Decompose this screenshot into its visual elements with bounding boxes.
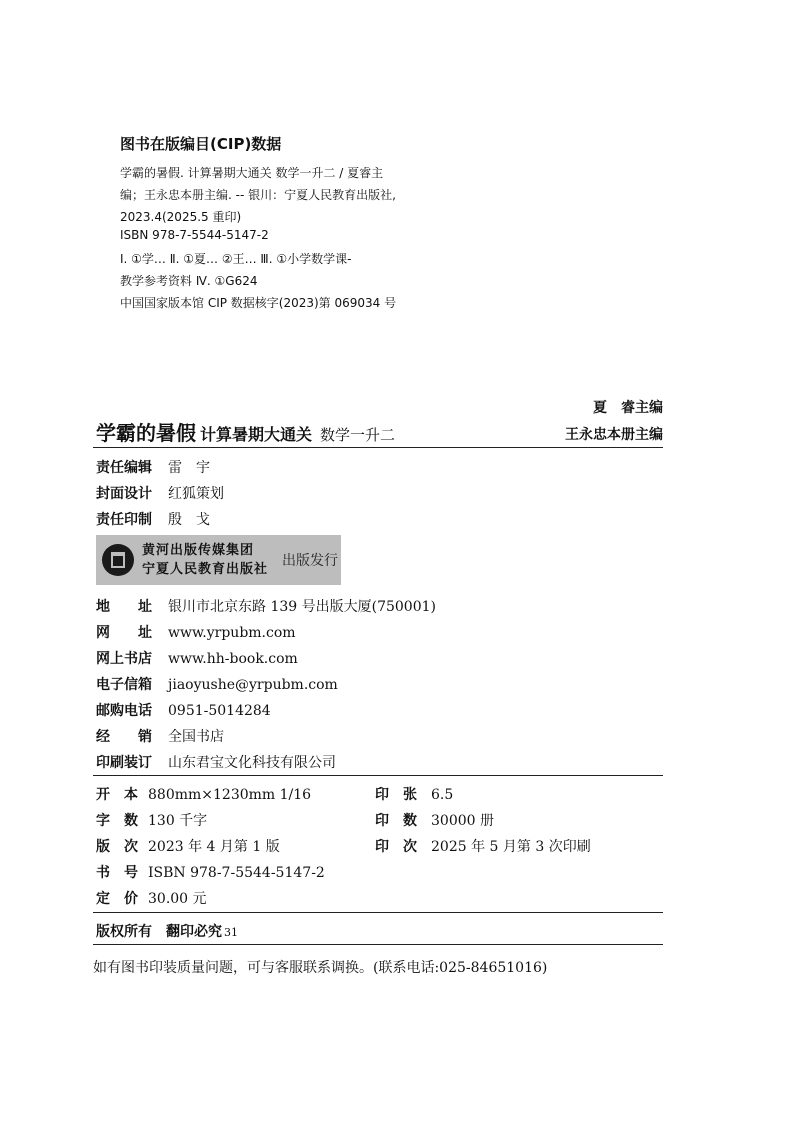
spec-value: 30000 册 <box>431 813 494 829</box>
info-row <box>96 726 224 746</box>
divider <box>93 944 663 945</box>
spec-value: ISBN 978-7-5544-5147-2 <box>148 865 325 881</box>
info-label: 电子信箱 <box>96 677 152 693</box>
info-label: 网 址 <box>96 625 152 641</box>
copyright-text: 版权所有 翻印必究 <box>96 924 222 940</box>
staff-label: 责任编辑 <box>96 460 152 476</box>
cip-line: ISBN 978-7-5544-5147-2 <box>120 228 269 242</box>
divider <box>93 912 663 913</box>
publisher-name: 宁夏人民教育出版社 <box>142 562 269 577</box>
spec-label: 版 次 <box>96 839 138 855</box>
publisher-emblem-icon <box>102 544 134 576</box>
copyright-code: 31 <box>224 926 238 939</box>
info-label: 地 址 <box>96 599 152 615</box>
spec-value: 2023 年 4 月第 1 版 <box>148 839 280 855</box>
spec-label: 定 价 <box>96 891 138 907</box>
divider <box>93 447 663 448</box>
info-value: 银川市北京东路 139 号出版大厦(750001) <box>168 599 436 615</box>
spec-value: 130 千字 <box>148 813 208 829</box>
website-link[interactable]: www.yrpubm.com <box>168 625 296 641</box>
chief-editor: 夏 睿主编 <box>593 400 663 416</box>
cip-title: 图书在版编目(CIP)数据 <box>120 135 282 153</box>
info-label: 经 销 <box>96 729 152 745</box>
cip-line: 中国国家版本馆 CIP 数据核字(2023)第 069034 号 <box>120 296 397 310</box>
book-title <box>96 417 395 446</box>
info-label: 网上书店 <box>96 651 152 667</box>
spec-label: 印 数 <box>375 813 417 829</box>
staff-value: 红狐策划 <box>168 486 224 502</box>
spec-label: 字 数 <box>96 813 138 829</box>
spec-label: 印 张 <box>375 787 417 803</box>
book-title-sub: 计算暑期大通关 <box>200 425 313 444</box>
divider <box>93 775 663 776</box>
spec-row <box>375 810 494 830</box>
info-value: 全国书店 <box>168 729 224 745</box>
spec-label: 书 号 <box>96 865 138 881</box>
bookstore-link[interactable]: www.hh-book.com <box>168 651 298 667</box>
info-row <box>96 752 336 772</box>
publisher-logo <box>96 535 341 585</box>
spec-row <box>96 862 325 882</box>
spec-value: 30.00 元 <box>148 891 207 907</box>
info-value: 山东君宝文化科技有限公司 <box>168 755 336 771</box>
spec-value: 2025 年 5 月第 3 次印刷 <box>431 839 591 855</box>
spec-row <box>375 836 591 856</box>
service-note: 如有图书印装质量问题，可与客服联系调换。(联系电话:025-84651016) <box>93 960 548 976</box>
publisher-group-name: 黄河出版传媒集团 <box>142 543 255 558</box>
spec-row <box>96 836 280 856</box>
staff-row <box>96 483 224 503</box>
book-title-main: 学霸的暑假 <box>96 421 196 445</box>
staff-row <box>96 509 210 529</box>
info-row <box>96 648 298 668</box>
staff-row <box>96 457 210 477</box>
spec-row <box>96 810 207 830</box>
cip-line: 学霸的暑假. 计算暑期大通关 数学一升二 / 夏睿主 <box>120 166 384 180</box>
copyright-line <box>96 921 238 941</box>
email-link[interactable]: jiaoyushe@yrpubm.com <box>168 677 338 693</box>
spec-row <box>96 784 311 804</box>
info-value: 0951-5014284 <box>168 703 271 719</box>
cip-line: 2023.4(2025.5 重印) <box>120 210 242 224</box>
cip-line: 编；王永忠本册主编. -- 银川：宁夏人民教育出版社, <box>120 188 396 202</box>
spec-value: 880mm×1230mm 1/16 <box>148 787 312 803</box>
info-row <box>96 674 338 694</box>
staff-label: 封面设计 <box>96 486 152 502</box>
spec-row <box>96 888 207 908</box>
info-row <box>96 700 271 720</box>
spec-label: 印 次 <box>375 839 417 855</box>
staff-value: 雷 宇 <box>168 460 210 476</box>
staff-value: 殷 戈 <box>168 512 210 528</box>
volume-editor: 王永忠本册主编 <box>565 427 663 443</box>
info-row <box>96 622 296 642</box>
cip-line: 教学参考资料 Ⅳ. ①G624 <box>120 274 258 288</box>
info-row <box>96 596 436 616</box>
book-title-grade: 数学一升二 <box>320 426 396 444</box>
spec-row <box>375 784 453 804</box>
spec-label: 开 本 <box>96 787 138 803</box>
staff-label: 责任印制 <box>96 512 152 528</box>
cip-line: Ⅰ. ①学… Ⅱ. ①夏… ②王… Ⅲ. ①小学数学课- <box>120 252 352 266</box>
publisher-tag: 出版发行 <box>282 553 339 569</box>
spec-value: 6.5 <box>431 787 454 803</box>
info-label: 邮购电话 <box>96 703 152 719</box>
info-label: 印刷装订 <box>96 755 152 771</box>
